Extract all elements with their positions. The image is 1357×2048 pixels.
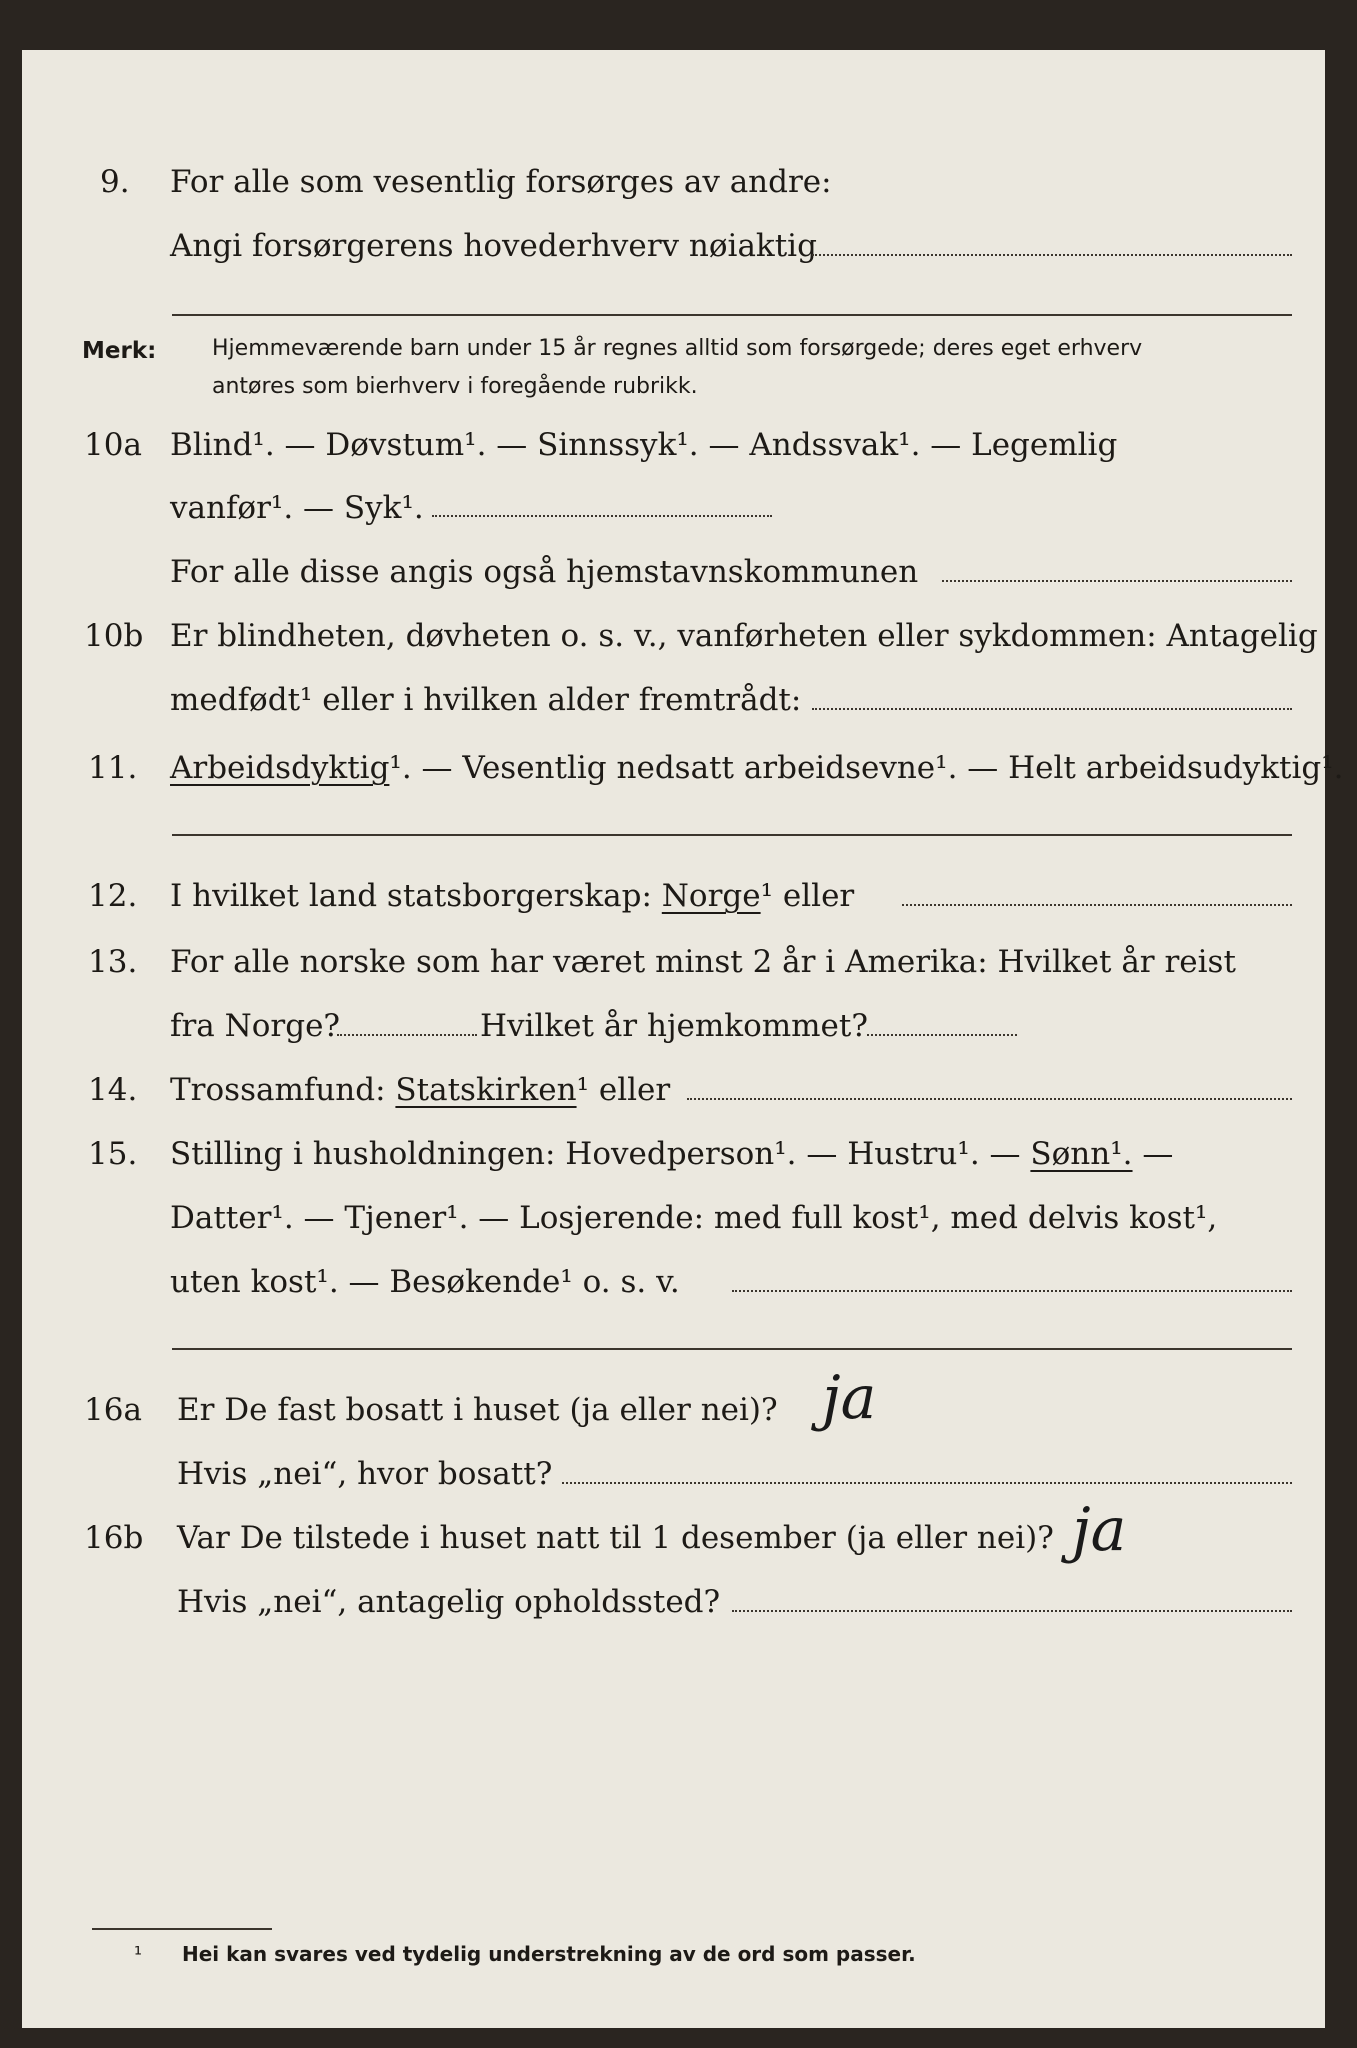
q16b-line-1: Var De tilstede i huset natt til 1 desember (ja eller nei)?: [177, 1520, 1054, 1556]
merk-line-2: antøres som bierhverv i foregående rubrikk.: [212, 374, 698, 399]
q11-answer-line[interactable]: [172, 834, 1292, 836]
q13-line-2b: Hvilket år hjemkommet?: [480, 1008, 868, 1044]
q12-question: [170, 876, 854, 916]
q16a-handwritten-answer[interactable]: ja: [822, 1363, 877, 1433]
q10b-line-2: medfødt¹ eller i hvilken alder fremtrådt:: [170, 682, 802, 718]
q15-number: 15.: [88, 1136, 138, 1172]
q16a-answer-line[interactable]: [562, 1482, 1292, 1484]
q10b-line-1: Er blindheten, døvheten o. s. v., vanførheten eller sykdommen: Antagelig: [170, 618, 1318, 654]
q13-line-1: For alle norske som har været minst 2 år i Amerika: Hvilket år reist: [170, 944, 1236, 980]
q13-year-left-line[interactable]: [337, 1034, 477, 1036]
q16b-number: 16b: [84, 1520, 144, 1556]
q16a-number: 16a: [84, 1392, 142, 1428]
q15-line-1: [170, 1134, 1173, 1174]
q13-line-2a: fra Norge?: [170, 1008, 341, 1044]
q11-number: 11.: [88, 750, 138, 786]
q14-option-statskirken-underlined[interactable]: Statskirken: [395, 1072, 577, 1108]
q13-number: 13.: [88, 944, 138, 980]
q14-question: [170, 1070, 670, 1110]
q10b-answer-line[interactable]: [812, 708, 1292, 710]
q9-answer-line[interactable]: [812, 254, 1292, 256]
q15-line-1-text: Stilling i husholdningen: Hovedperson¹. — Hustru¹. —: [170, 1136, 1021, 1172]
q12-option-norge-underlined[interactable]: Norge: [661, 878, 761, 914]
q14-question-post: ¹ eller: [576, 1072, 671, 1108]
q13-year-returned-line[interactable]: [867, 1034, 1017, 1036]
merk-line-1: Hjemmeværende barn under 15 år regnes alltid som forsørgede; deres eget erhverv: [212, 336, 1143, 361]
q10a-answer-line[interactable]: [432, 515, 772, 517]
q11-options-rest: ¹. — Vesentlig nedsatt arbeidsevne¹. — Helt arbeidsudyktig¹.: [389, 750, 1344, 786]
footnote-mark: ¹: [134, 1942, 143, 1966]
q10a-line-3: For alle disse angis også hjemstavnskommunen: [170, 554, 919, 590]
q16a-line-2: Hvis „nei“, hvor bosatt?: [177, 1456, 553, 1492]
q15-option-sonn-underlined[interactable]: Sønn¹.: [1030, 1136, 1133, 1172]
q10a-number: 10a: [84, 427, 142, 463]
q11-option-arbeidsdyktig-underlined[interactable]: Arbeidsdyktig: [170, 750, 390, 786]
q15-answer-line[interactable]: [732, 1290, 1292, 1292]
q15-line-1-dash: —: [1142, 1136, 1174, 1172]
q9-subquestion: Angi forsørgerens hovederhverv nøiaktig: [170, 228, 817, 264]
q16b-answer-line[interactable]: [732, 1610, 1292, 1612]
merk-label: Merk:: [82, 338, 157, 364]
q16b-handwritten-answer[interactable]: ja: [1072, 1495, 1127, 1565]
q14-number: 14.: [88, 1072, 138, 1108]
q15-line-2: Datter¹. — Tjener¹. — Losjerende: med full kost¹, med delvis kost¹,: [170, 1200, 1218, 1236]
q12-question-post: ¹ eller: [760, 878, 855, 914]
q10b-number: 10b: [84, 618, 144, 654]
q14-answer-line[interactable]: [687, 1098, 1292, 1100]
q16a-line-1: Er De fast bosatt i huset (ja eller nei)?: [177, 1392, 778, 1428]
q10a-line-2: vanfør¹. — Syk¹.: [170, 490, 424, 526]
q12-question-text: I hvilket land statsborgerskap:: [170, 878, 652, 914]
q12-number: 12.: [88, 878, 138, 914]
q11-options: [170, 748, 1344, 788]
footnote-text: Hei kan svares ved tydelig understrekning av de ord som passer.: [182, 1942, 916, 1966]
census-form-page: [22, 50, 1344, 2028]
q15-answer-line-2[interactable]: [172, 1348, 1292, 1350]
q9-question: For alle som vesentlig forsørges av andre:: [170, 164, 832, 200]
q14-question-text: Trossamfund:: [170, 1072, 386, 1108]
q9-answer-line-2[interactable]: [172, 314, 1292, 316]
footnote-rule: [92, 1928, 272, 1930]
q12-answer-line[interactable]: [902, 904, 1292, 906]
q16b-line-2: Hvis „nei“, antagelig opholdssted?: [177, 1584, 721, 1620]
q9-number: 9.: [100, 164, 130, 200]
q10a-line-1: Blind¹. — Døvstum¹. — Sinnssyk¹. — Andssvak¹. — Legemlig: [170, 427, 1118, 463]
q15-line-3: uten kost¹. — Besøkende¹ o. s. v.: [170, 1264, 680, 1300]
q10a-home-municipality-line[interactable]: [942, 580, 1292, 582]
